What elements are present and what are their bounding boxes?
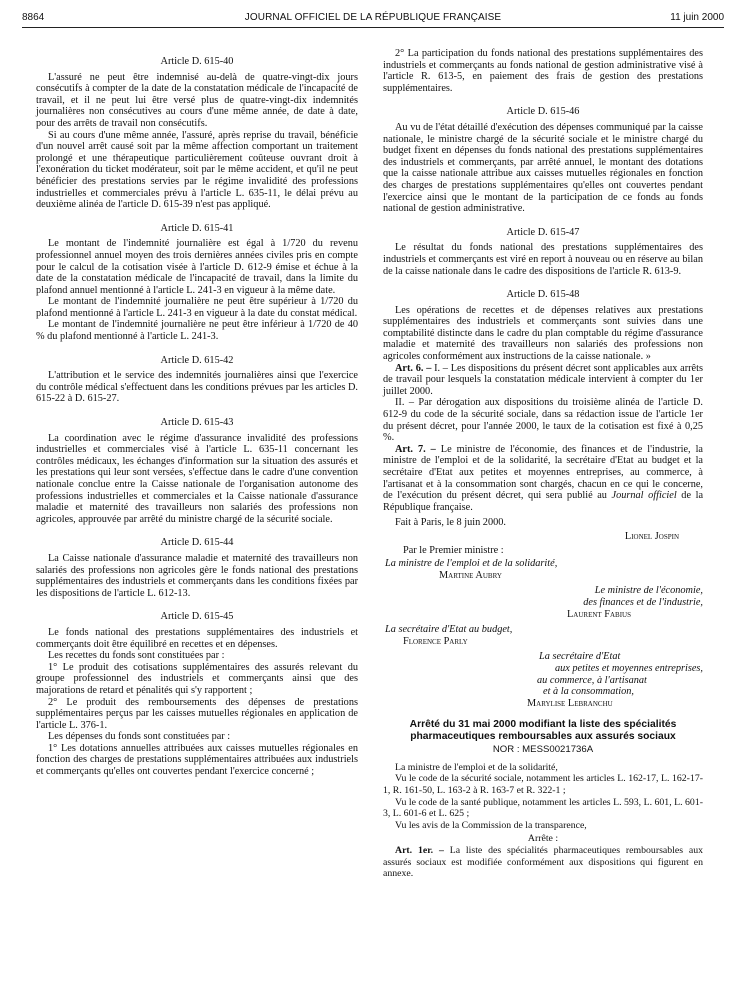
article-label: Art. 7. – xyxy=(395,443,436,455)
signatory-role: La ministre de l'emploi et de la solidarité, xyxy=(385,558,558,570)
paragraph: L'attribution et le service des indemnités journalières ainsi que l'exercice du contrôle médical s'effectuent dans les conditions prévues par les articles D. 615-22 à D. 615-27. xyxy=(36,370,358,405)
signature-name: Laurent Fabius xyxy=(567,608,631,620)
article-title: Article D. 615-41 xyxy=(160,222,234,234)
article-title: Article D. 615-47 xyxy=(506,226,580,238)
article-title: Article D. 615-43 xyxy=(160,417,234,429)
paragraph: 2° La participation du fonds national des prestations supplémentaires des industriels et commerçants au fonds national de gestion administrative visé à l'article R. 613-5, en paiement des frais de gestion des prestations supplémentaires. xyxy=(383,48,703,94)
paragraph: 1° Le produit des cotisations supplémentaires des assurés relevant du groupe professionnel des industriels et commerçants ainsi que des majorations de retard et pénalités qui s'y rapportent ; xyxy=(36,661,358,696)
paragraph: La coordination avec le régime d'assurance invalidité des professions industrielles et commerciales visé à l'article L. 635-11 concernant les contrôles médicaux, les échanges d'information sur la situation des assurés et les prestations qui leur sont versées, s'effectue dans le cadre d'une convention nationale conclue entre la Caisse nationale de l'organisation autonome des professions industrielles et commerciales et la Caisse nationale d'assurance maladie et maternité des travailleurs non salariés des professions non agricoles, approuvée par arrêté du ministre chargé de la sécurité sociale. xyxy=(36,432,358,525)
paragraph: Si au cours d'une même année, l'assuré, après reprise du travail, bénéficie d'un nouvel arrêt causé soit par la même affection comportant un traitement prolongé et une thérapeutique particulièrement coûteuse ouvrant droit à l'exonération du ticket modérateur, soit par le même accident, et qu'il ne peut bénéficier des prestations servies par le régime invalidité des professions industrielles et commerciales prévu à l'article L. 635-11, le délai prévu au deuxième alinéa de l'article D. 615-39 n'est pas appliqué. xyxy=(36,129,358,211)
article-title: Article D. 615-42 xyxy=(160,354,234,366)
paragraph: Vu les avis de la Commission de la transparence, xyxy=(395,819,587,831)
signatory-role: aux petites et moyennes entreprises, xyxy=(554,662,703,674)
header-divider xyxy=(22,27,724,28)
article-title: Article D. 615-48 xyxy=(506,289,580,301)
fait-a-paris: Fait à Paris, le 8 juin 2000. xyxy=(395,517,506,529)
paragraph-text: I. – Les dispositions du présent décret sont applicables aux arrêts de travail pour lesquels la constatation médicale intervient à compter du 1er juillet 2000. xyxy=(383,362,703,397)
paragraph: L'assuré ne peut être indemnisé au-delà de quatre-vingt-dix jours consécutifs à compter de la date de la constatation médicale de l'incapacité de travail, et il ne peut lui être versé plus de quatre-vingt-dix indemnités journalières non consécutives au cours d'une même année, de date à date, pour des arrêts de travail non consécutifs. xyxy=(36,71,358,129)
paragraph: 1° Les dotations annuelles attribuées aux caisses mutuelles régionales en fonction des charges de prestations supplémentaires attribuées aux industriels et commerçants qu'elles ont couvertes pendant l'exercice concerné ; xyxy=(36,742,358,778)
journal-title: JOURNAL OFFICIEL DE LA RÉPUBLIQUE FRANÇAISE xyxy=(244,12,502,23)
signature-name: Martine Aubry xyxy=(439,569,502,581)
paragraph: Au vu de l'état détaillé d'exécution des dépenses communiqué par la caisse nationale, le ministre chargé de la sécurité sociale et le ministre chargé du budget fixent en dépenses du fonds national des prestations supplémentaires des industriels et commerçants, par arrêté annuel, le montant des dotations que la caisse nationale attribue aux caisses mutuelles régionales en fonction des charges de prestations supplémentaires qu'elles ont couvertes pendant l'exercice ainsi que le montant de la participation de ce fonds au fonds national de gestion administrative. xyxy=(383,121,703,215)
signatory-role: et à la consommation, xyxy=(543,686,634,698)
journal-reference: Journal officiel xyxy=(611,490,677,502)
paragraph-text: Le ministre de l'économie, des finances et de l'industrie, la ministre de l'emploi et de la solidarité, la secrétaire d'Etat au budget et la secrétaire d'Etat aux petites et moyennes entreprises, au commerce, à l'artisanat et à la consommation sont chargés, chacun en ce qui le concerne, de l'exécution du présent décret, qui sera publié au xyxy=(383,443,704,502)
nor-reference: NOR : MESS0021736A xyxy=(492,744,594,756)
paragraph: Les dépenses du fonds sont constituées par : xyxy=(48,731,231,743)
page-header xyxy=(22,10,724,26)
paragraph-text: de la République française. xyxy=(383,490,704,513)
paragraph: La ministre de l'emploi et de la solidarité, xyxy=(395,761,558,773)
paragraph: Vu le code de la sécurité sociale, notamment les articles L. 162-17, L. 162-17-1, R. 161-50, L. 163-2 à R. 163-7 et R. 322-1 ; xyxy=(383,773,703,797)
paragraph: Les recettes du fonds sont constituées par : xyxy=(48,650,225,662)
signature-intro: Par le Premier ministre : xyxy=(403,544,504,556)
signatory-role: au commerce, à l'artisanat xyxy=(537,674,647,686)
signature-name: Marylise Lebranchu xyxy=(527,697,613,709)
paragraph: Le fonds national des prestations supplémentaires des industriels et commerçants doit être équilibré en recettes et en dépenses. xyxy=(36,626,358,650)
paragraph: Vu le code de la santé publique, notamment les articles L. 593, L. 601, L. 601-3, L. 601-6 et L. 625 ; xyxy=(383,796,703,820)
signatory-role: des finances et de l'industrie, xyxy=(583,596,703,608)
paragraph: Le montant de l'indemnité journalière ne peut être supérieur à 1/720 du plafond mentionné à l'article L. 241-3 en vigueur à la date du constat médical. xyxy=(36,296,358,319)
left-column xyxy=(36,56,358,778)
signatory-role: La secrétaire d'Etat xyxy=(539,651,621,663)
article-7 xyxy=(383,444,703,514)
article-title: Article D. 615-40 xyxy=(160,56,234,67)
signatory-role: La secrétaire d'Etat au budget, xyxy=(385,624,513,636)
article-label: Art. 1er. – xyxy=(395,845,444,857)
paragraph-text: La liste des spécialités pharmaceutiques remboursables aux assurés sociaux est modifiée conformément aux dispositions qui figurent en annexe. xyxy=(383,845,704,880)
article-6 xyxy=(383,363,703,398)
right-column xyxy=(383,48,703,880)
page-number: 8864 xyxy=(22,12,45,23)
paragraph: 2° Le produit des remboursements des dépenses de prestations supplémentaires perçus par les caisses mutuelles régionales en application de l'article L. 376-1. xyxy=(36,696,358,731)
signature-prime-minister: Lionel Jospin xyxy=(624,530,679,542)
paragraph: Le résultat du fonds national des prestations supplémentaires des industriels et commerçants est viré en report à nouveau ou en réserve au bilan de la caisse nationale dans le cadre des dispositions de l'article R. 613-9. xyxy=(383,242,703,277)
issue-date: 11 juin 2000 xyxy=(670,12,724,23)
article-label: Art. 6. – xyxy=(395,362,432,374)
article-1 xyxy=(383,845,703,880)
paragraph: Les opérations de recettes et de dépenses relatives aux prestations supplémentaires des industriels et commerçants sont suivies dans une comptabilité distincte dans le cadre du plan comptable du régime d'assurance maladie et maternité des travailleurs non salariés des professions non agricoles conformément aux instructions de la caisse nationale. » xyxy=(383,304,703,363)
paragraph: II. – Par dérogation aux dispositions du troisième alinéa de l'article D. 612-9 du code de la sécurité sociale, dans sa rédaction issue de l'article 1er du présent décret, pour l'année 2000, le taux de la cotisation est fixé à 0,25 %. xyxy=(383,397,703,444)
article-title: Article D. 615-44 xyxy=(160,537,234,549)
signatory-role: Le ministre de l'économie, xyxy=(594,585,703,597)
arrete-word: Arrête : xyxy=(527,833,559,845)
signature-name: Florence Parly xyxy=(403,635,468,647)
arrete-title: Arrêté du 31 mai 2000 modifiant la liste des spécialités pharmaceutiques remboursables aux assurés sociaux xyxy=(409,719,677,742)
article-title: Article D. 615-45 xyxy=(160,611,234,623)
article-title: Article D. 615-46 xyxy=(506,106,580,118)
paragraph: Le montant de l'indemnité journalière ne peut être inférieur à 1/720 de 40 % du plafond mentionné à l'article L. 241-3. xyxy=(36,319,358,343)
paragraph: La Caisse nationale d'assurance maladie et maternité des travailleurs non salariés des professions non agricoles gère le fonds national des prestations supplémentaires des industriels et commerçants dans les conditions fixées par les dispositions de l'article L. 612-13. xyxy=(36,552,358,599)
paragraph: Le montant de l'indemnité journalière est égal à 1/720 du revenu professionnel annuel moyen des trois dernières années civiles pris en compte pour le calcul de la cotisation visée à l'article D. 612-9 émise et échue à la date de la constatation médicale de l'incapacité de travail, dans la limite du plafond annuel mentionné à l'article L. 241-3 en vigueur à la même date. xyxy=(36,238,358,296)
